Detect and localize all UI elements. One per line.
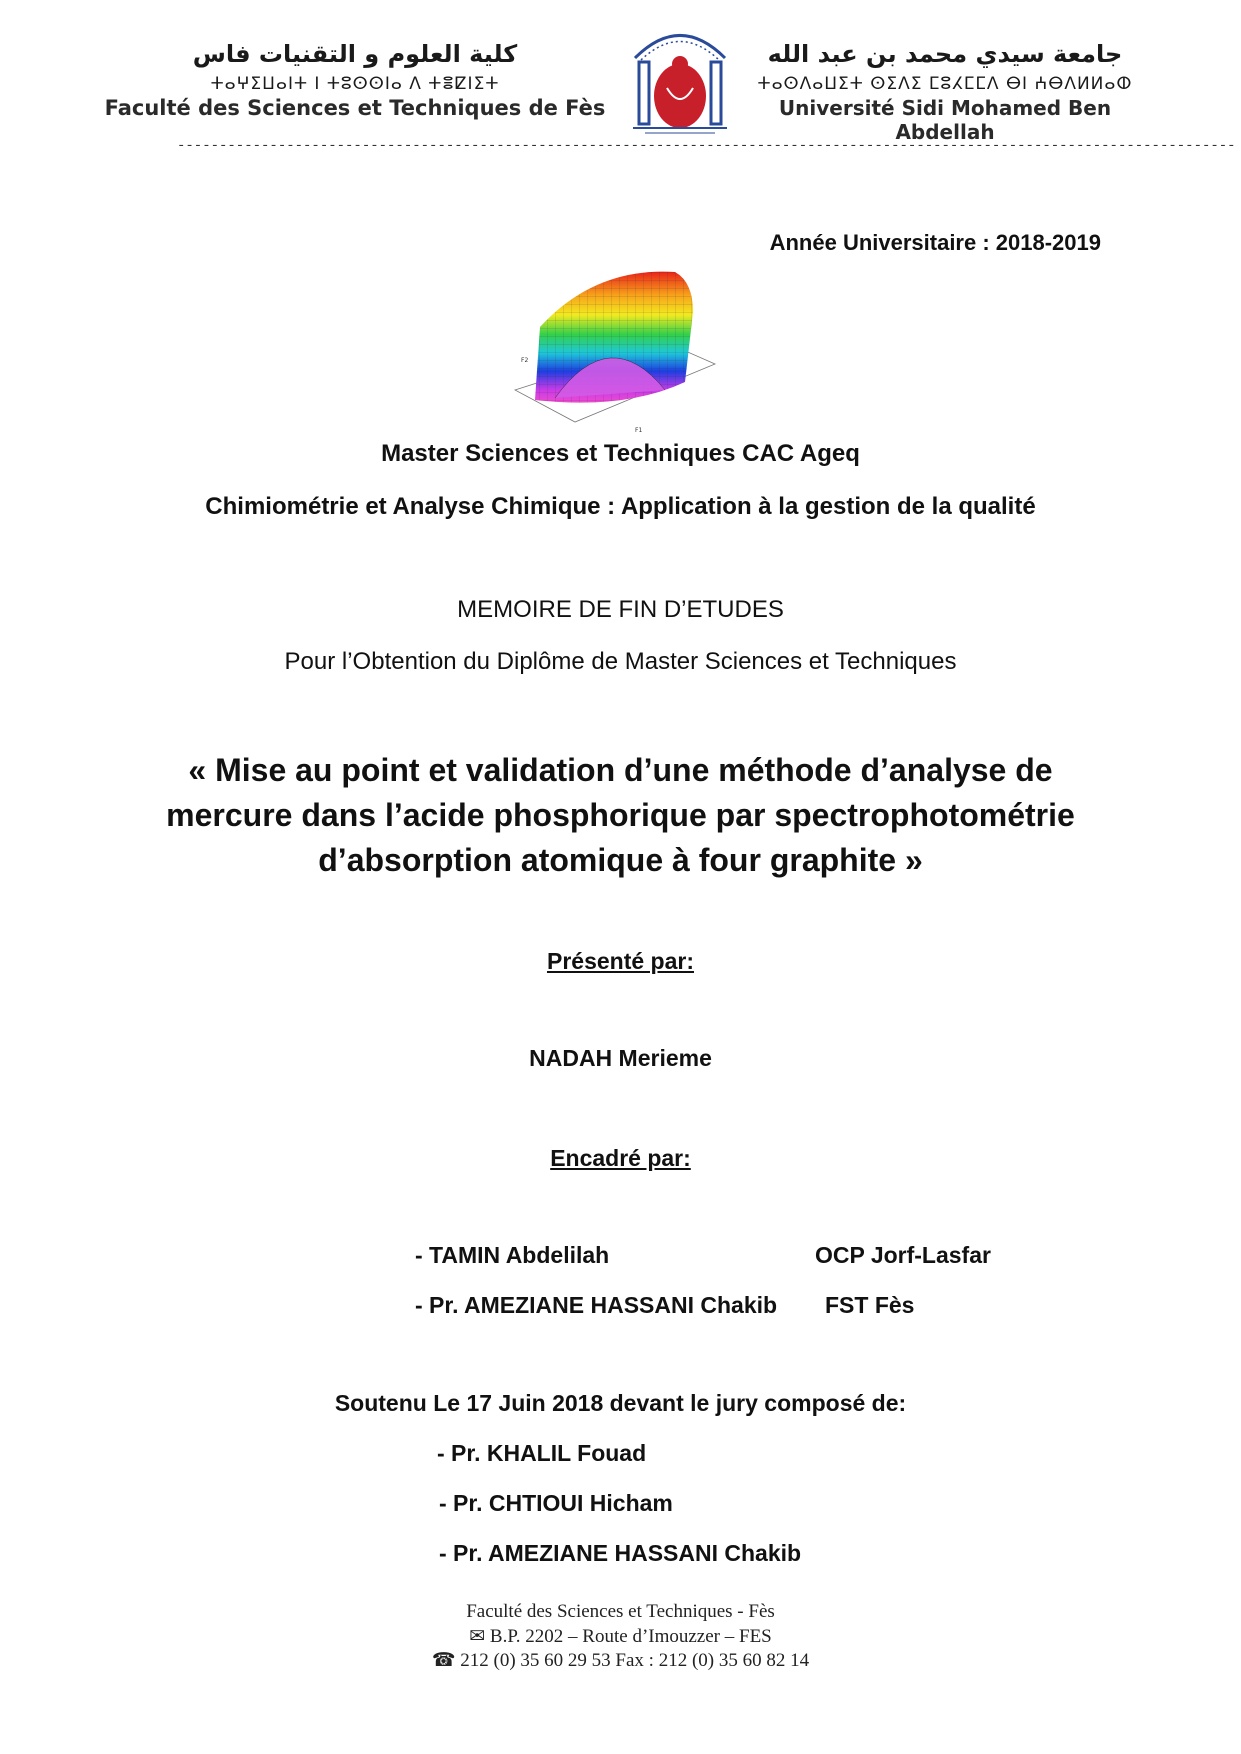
footer-address-text: B.P. 2202 – Route d’Imouzzer – FES [489, 1626, 772, 1647]
surface-plot-illustration [515, 272, 715, 437]
author-name: NADAH Merieme [529, 1045, 712, 1071]
title-line: mercure dans l’acide phosphorique par spectrophotométrie [166, 797, 1075, 833]
academic-year: Année Universitaire : 2018-2019 [769, 230, 1101, 255]
supervisor-name: - TAMIN Abdelilah [415, 1242, 610, 1268]
presented-by-label: Présenté par: [546, 948, 694, 974]
specialty: Chimiométrie et Analyse Chimique : Application à la gestion de la qualité [205, 493, 1036, 520]
footer-phone [0, 1649, 1241, 1672]
faculty-name-latin: Faculté des Sciences et Techniques de Fès [104, 96, 606, 120]
university-name-tifinagh: ⵜⴰⵙⴷⴰⵡⵉⵜ ⵙⵉⴷⵉ ⵎⵓⵃⵎⵎⴷ ⴱⵏ ⵄⴱⴷⵍⵍⴰⵀ [757, 74, 1133, 94]
supervisor-org: OCP Jorf-Lasfar [815, 1242, 991, 1268]
diploma-purpose: Pour l’Obtention du Diplôme de Master Sciences et Techniques [284, 648, 957, 675]
document-type: MEMOIRE DE FIN D’ETUDES [457, 596, 784, 623]
faculty-name-tifinagh: ⵜⴰⵖⵉⵡⴰⵏⵜ ⵏ ⵜⵓⵙⵙⵏⴰ ⴷ ⵜⴻⵇⵏⵉⵜ [210, 74, 500, 94]
header-divider: ------------------------------------------------------------------------------------------------------------------------------ [177, 138, 1236, 154]
svg-text:F2: F2 [521, 357, 529, 364]
footer-institution: Faculté des Sciences et Techniques - Fès [466, 1601, 775, 1622]
supervisor-org: FST Fès [825, 1292, 915, 1318]
phone-icon: ☎ [431, 1650, 456, 1671]
university-seal-logo [625, 18, 735, 136]
faculty-name-arabic: كلية العلوم و التقنيات فاس [192, 40, 518, 68]
mail-icon: ✉ [469, 1626, 486, 1647]
supervised-by-label: Encadré par: [550, 1145, 691, 1171]
title-line: « Mise au point et validation d’une méthode d’analyse de [188, 752, 1053, 788]
thesis-title [0, 748, 1241, 883]
jury-member: - Pr. KHALIL Fouad [437, 1440, 647, 1466]
title-line: d’absorption atomique à four graphite » [318, 842, 923, 878]
university-header [730, 40, 1160, 144]
footer-phone-text: 212 (0) 35 60 29 53 Fax : 212 (0) 35 60 82 14 [460, 1650, 810, 1671]
jury-member: - Pr. AMEZIANE HASSANI Chakib [439, 1540, 802, 1566]
university-name-latin: Université Sidi Mohamed Ben Abdellah [778, 96, 1112, 144]
footer-address [0, 1625, 1241, 1648]
jury-member: - Pr. CHTIOUI Hicham [439, 1490, 673, 1516]
master-program: Master Sciences et Techniques CAC Ageq [381, 440, 860, 467]
supervisor-name: - Pr. AMEZIANE HASSANI Chakib [415, 1292, 778, 1318]
svg-text:F1: F1 [635, 427, 643, 434]
faculty-header [90, 40, 620, 120]
university-name-arabic: جامعة سيدي محمد بن عبد الله [767, 40, 1123, 68]
defense-statement: Soutenu Le 17 Juin 2018 devant le jury composé de: [334, 1390, 907, 1416]
